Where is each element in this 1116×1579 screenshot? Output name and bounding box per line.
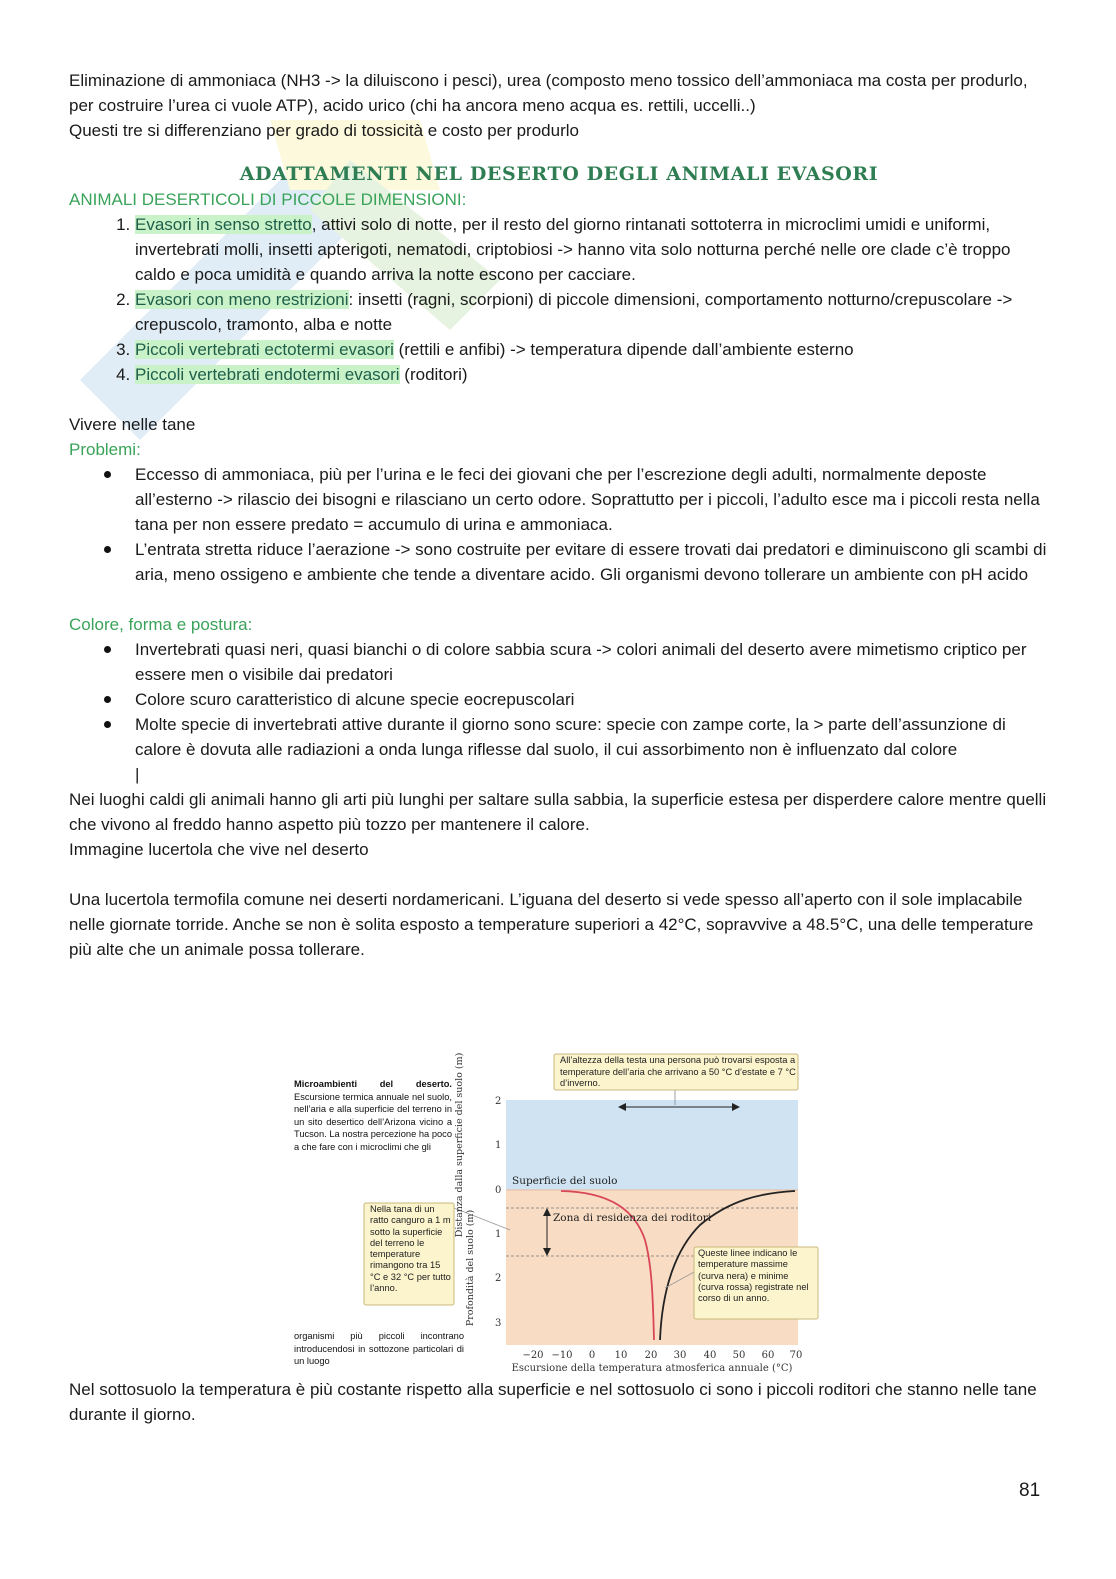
list-item: Invertebrati quasi neri, quasi bianchi o di colore sabbia scura -> colori animali del deserto avere mimetismo criptico per essere men o visibile dai predatori: [135, 637, 1049, 687]
numbered-list: [69, 212, 1049, 387]
list-item: [135, 287, 1049, 337]
list-item: L’entrata stretta riduce l’aerazione -> sono costruite per evitare di essere trovati dai predatori e diminuiscono gli scambi di aria, meno ossigeno e ambiente che tende a diventare acido. Gli organismi devono tollerare un ambiente con pH acido: [135, 537, 1049, 587]
highlighted-term: Piccoli vertebrati ectotermi evasori: [135, 340, 394, 359]
list-item-text: (roditori): [399, 365, 468, 384]
y-tick: 1: [495, 1229, 502, 1240]
list-item: [135, 362, 1049, 387]
x-tick: 10: [614, 1350, 628, 1361]
list-item: Molte specie di invertebrati attive durante il giorno sono scure: specie con zampe corte, la > parte dell’assunzione di calore è dovuta alle radiazioni a onda lunga riflesse dal suolo, il cui assorbimento non è influenzato dal colore: [135, 712, 1049, 762]
list-item: [135, 337, 1049, 362]
list-item: [135, 212, 1049, 287]
zone-label-text: Zona di residenza dei roditori: [553, 1212, 712, 1224]
list-item: Eccesso di ammoniaca, più per l’urina e le feci dei giovani che per l’escrezione degli adulti, normalmente deposte all’esterno -> rilascio dei bisogni e rilasciano un certo odore. Soprattutto per i piccoli, l’adulto esce ma i piccoli resta nella tana per non essere predato = accumulo di urina e ammoniaca.: [135, 462, 1049, 537]
page-number: 81: [1019, 1480, 1041, 1501]
list-item-text: (rettili e anfibi) -> temperatura dipende dall’ambiente esterno: [393, 340, 854, 359]
highlighted-term: Evasori in senso stretto: [135, 215, 312, 234]
x-tick: 60: [761, 1350, 775, 1361]
x-tick: −20: [522, 1350, 544, 1361]
list-item-text: : insetti (ragni, scorpioni) di piccole dimensioni, comportamento notturno/crepuscolare -> crepuscolo, tramonto, alba e notte: [135, 290, 1013, 334]
paragraph: Nei luoghi caldi gli animali hanno gli arti più lunghi per saltare sulla sabbia, la superficie estesa per disperdere calore mentre quelli che vivono al freddo hanno aspetto più tozzo per mantenere il calore.: [69, 790, 1047, 834]
x-axis-label: Escursione della temperatura atmosferica annuale (°C): [511, 1363, 793, 1374]
figure-caption-text: Escursione termica annuale nel suolo, nell’aria e alla superficie del terreno in un sito desertico dell’Arizona vicino a Tucson. La nostra percezione ha poco a che fare con i microclimi che gli: [294, 1091, 452, 1152]
x-ticks: [522, 1350, 802, 1361]
zone-label: [553, 1212, 712, 1224]
list-item: Colore scuro caratteristico di alcune specie eocrepuscolari: [135, 687, 1049, 712]
x-tick: 0: [588, 1350, 596, 1361]
paragraph: Questi tre si differenziano per grado di tossicità e costo per produrlo: [69, 121, 579, 140]
subheading: Problemi:: [69, 440, 141, 459]
bullet-list: [69, 462, 1049, 587]
highlighted-term: Evasori con meno restrizioni: [135, 290, 349, 309]
paragraph: Immagine lucertola che vive nel deserto: [69, 840, 369, 859]
highlighted-term: Piccoli vertebrati endotermi evasori: [135, 365, 400, 384]
x-tick: 70: [789, 1350, 803, 1361]
y-tick: 3: [495, 1318, 502, 1329]
x-tick: 20: [644, 1350, 658, 1361]
subheading: Vivere nelle tane: [69, 415, 196, 434]
x-tick: 30: [673, 1350, 687, 1361]
figure-chart: [290, 1050, 830, 1375]
list-item-text: , attivi solo di notte, per il resto del giorno rintanati sottoterra in microclimi umidi e uniformi, invertebrati molli, insetti apterigoti, nematodi, criptobiosi -> hanno vita solo notturna perché nelle ore clade c’è troppo caldo e poca umidità e quando arriva la notte escono per cacciare.: [135, 215, 1011, 284]
y-tick: 1: [495, 1140, 502, 1151]
subheading: ANIMALI DESERTICOLI DI PICCOLE DIMENSIONI:: [69, 190, 467, 209]
y-tick: 0: [495, 1185, 502, 1196]
callout-top-text: All’altezza della testa una persona può trovarsi esposta a temperature dell’aria che arrivano a 50 °C d’estate e 7 °C d’inverno.: [560, 1055, 796, 1088]
y-tick: 2: [495, 1273, 502, 1284]
bullet-list: [69, 637, 1049, 762]
figure-caption-continued: organismi più piccoli incontrano introducendosi in sottozone particolari di un luogo: [294, 1331, 464, 1366]
subheading: Colore, forma e postura:: [69, 615, 253, 634]
x-tick: 40: [703, 1350, 717, 1361]
figure-caption-title: Microambienti del deserto.: [294, 1079, 452, 1089]
desert-microenvironment-figure: [290, 1050, 830, 1375]
paragraph: Una lucertola termofila comune nei deserti nordamericani. L’iguana del deserto si vede spesso all’aperto con il sole implacabile nelle giornate torride. Anche se non è solita esposto a temperature superiori a 42°C, sopravvive a 48.5°C, una delle temperature più alte che un animale possa tollerare.: [69, 890, 1034, 959]
section-title: ADATTAMENTI NEL DESERTO DEGLI ANIMALI EVASORI: [239, 163, 879, 185]
callout-right-text: Queste linee indicano le temperature massime (curva nera) e minime (curva rossa) registrate nel corso di un anno.: [698, 1248, 809, 1304]
callout-left-text: Nella tana di un ratto canguro a 1 m sotto la superficie del terreno le temperature rimangono tra 15 °C e 32 °C per tutto l’anno.: [370, 1204, 451, 1294]
x-tick: 50: [732, 1350, 746, 1361]
x-tick: −10: [551, 1350, 573, 1361]
paragraph: Eliminazione di ammoniaca (NH3 -> la diluiscono i pesci), urea (composto meno tossico dell’ammoniaca ma costa per produrlo, per costruire l’urea ci vuole ATP), acido urico (chi ha ancora meno acqua es. rettili, uccelli..): [69, 71, 1028, 115]
paragraph: Nel sottosuolo la temperatura è più costante rispetto alla superficie e nel sottosuolo ci sono i piccoli roditori che stanno nelle tane durante il giorno.: [69, 1380, 1037, 1424]
surface-label: Superficie del suolo: [512, 1175, 618, 1187]
document-body: [69, 68, 1049, 962]
y-axis-label-air: Distanza dalla superficie del suolo (m): [454, 1052, 465, 1238]
text-cursor: |: [135, 765, 140, 784]
y-axis-label-soil: Profondità del suolo (m): [465, 1209, 476, 1327]
y-tick: 2: [495, 1096, 502, 1107]
